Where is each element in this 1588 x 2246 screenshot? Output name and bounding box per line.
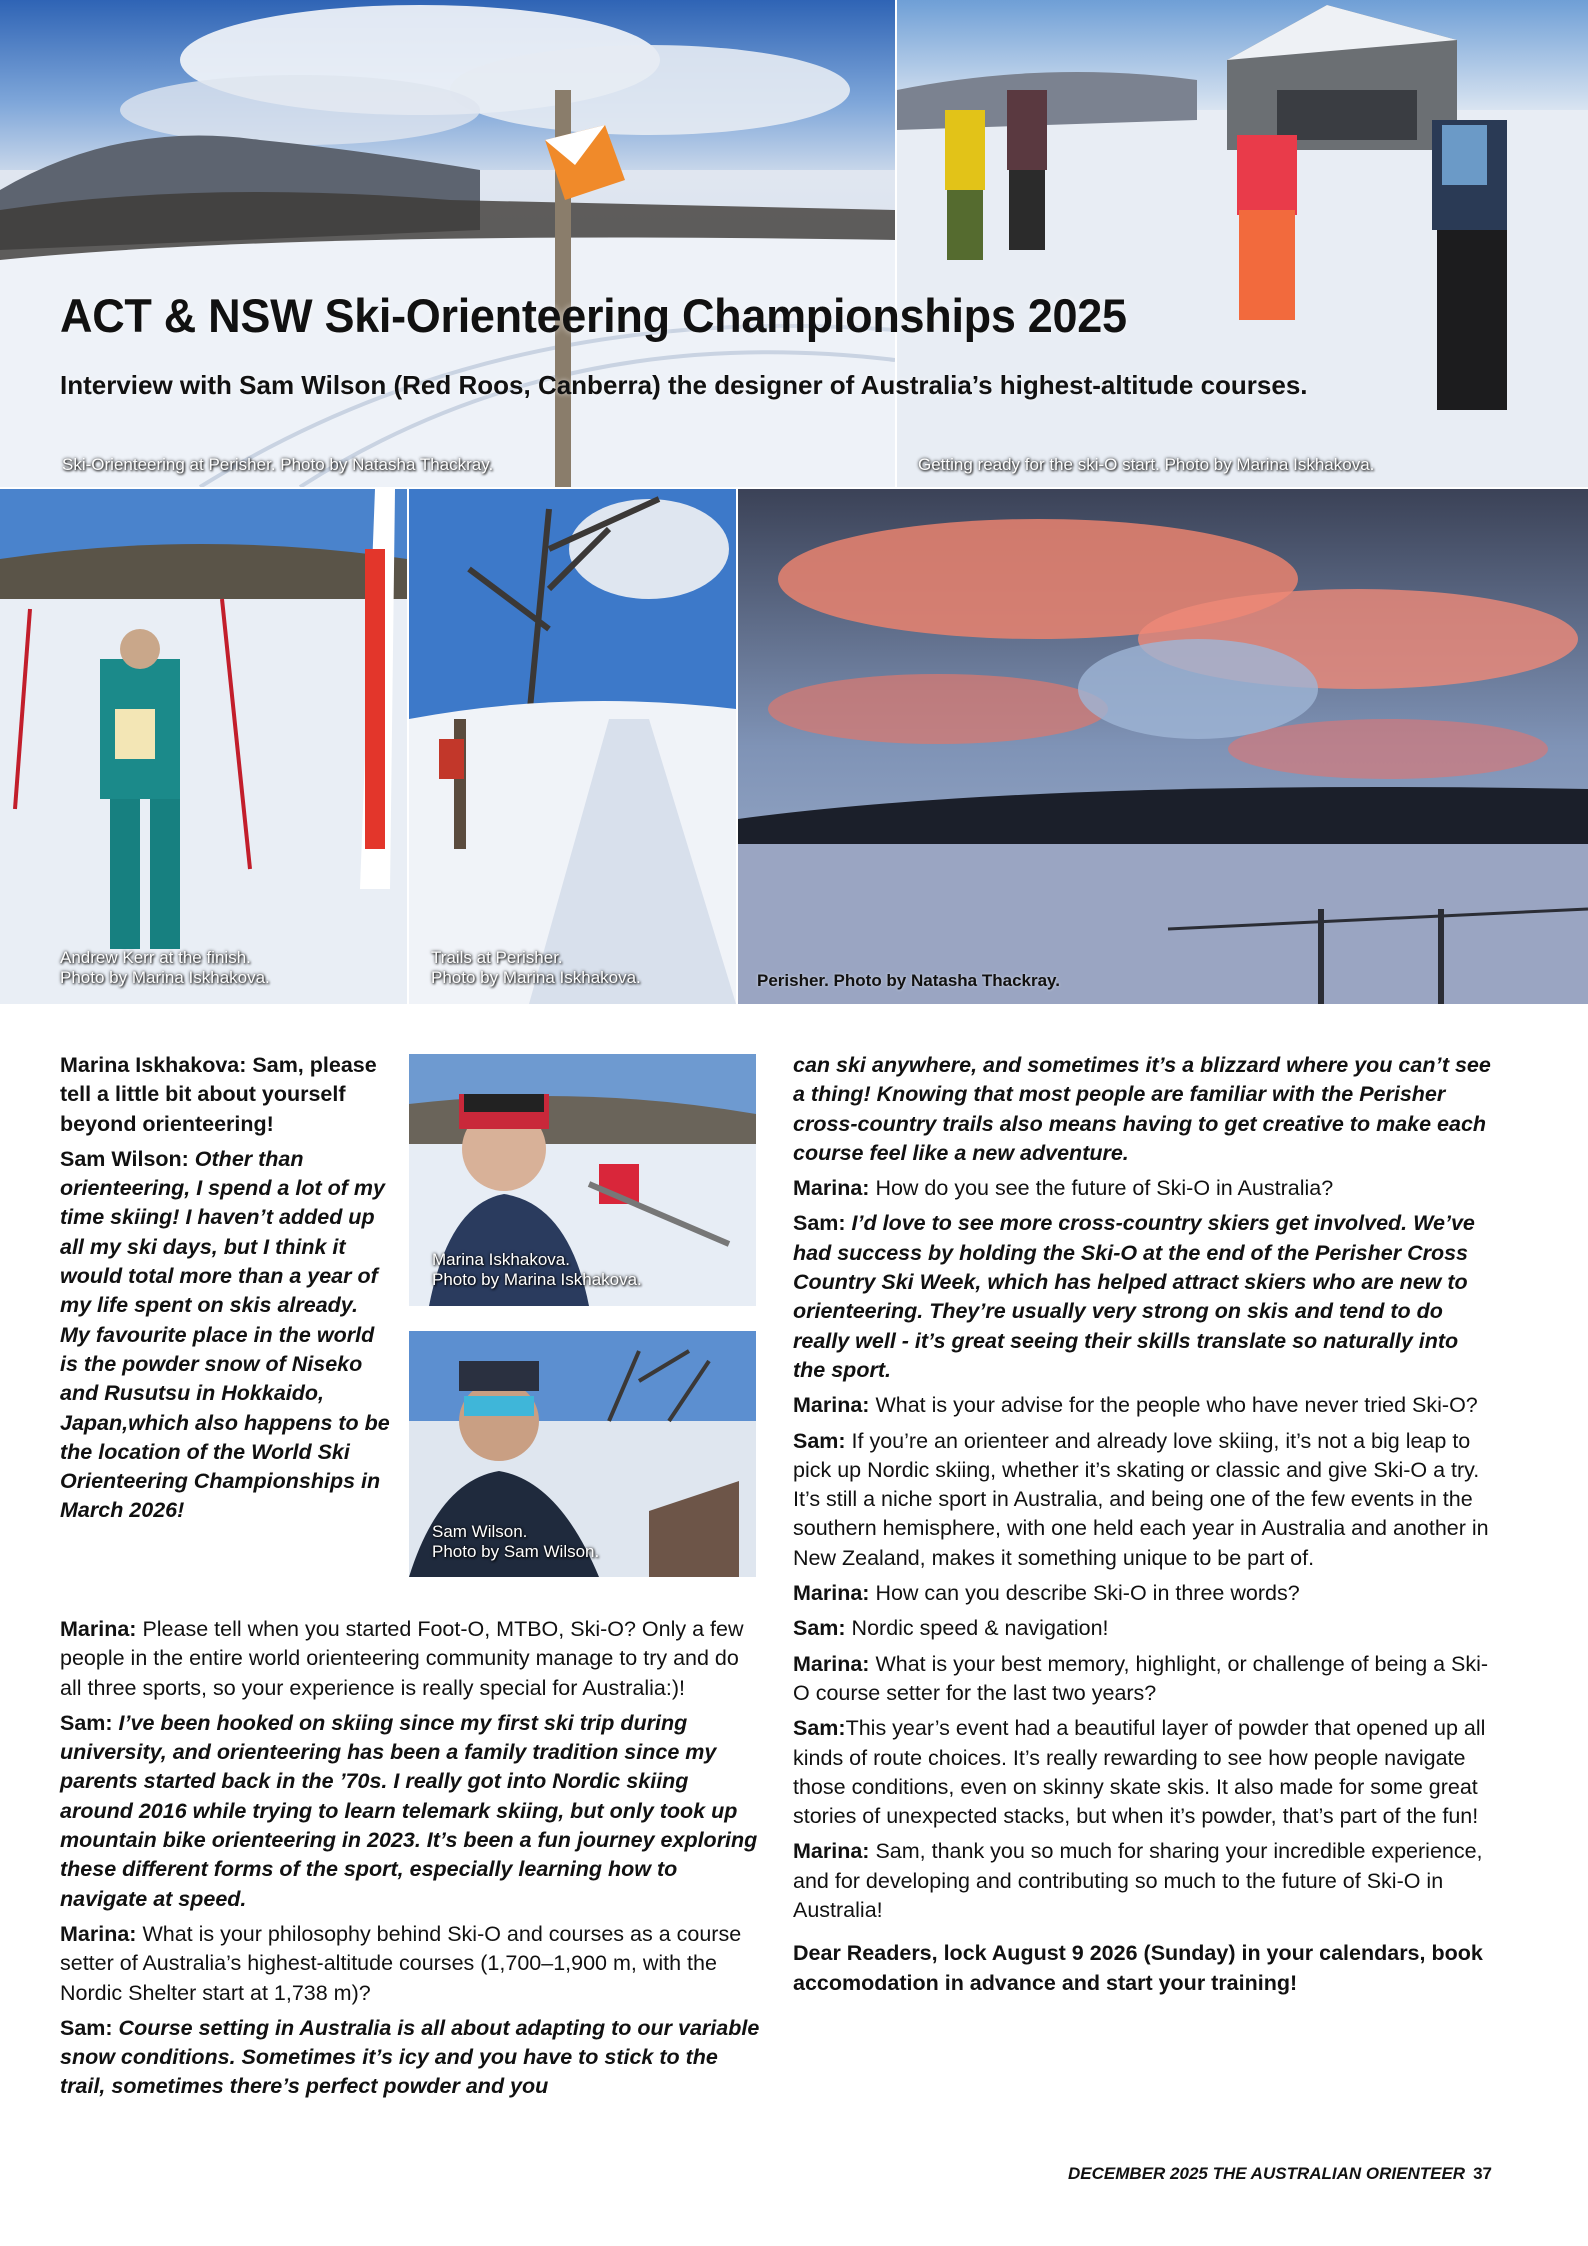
speaker-marina: Marina: bbox=[793, 1581, 870, 1606]
question-1-text: Sam, please tell a little bit about yourself beyond orienteering! bbox=[60, 1053, 377, 1136]
answer-5-text: If you’re an orienteer and already love skiing, it’s not a big leap to pick up Nordic skiing, whether it’s skating or classic and give Ski-O a try. It’s still a niche sport in Australia, and being one of the few events in the southern hemisphere, with one held each year in Australia and another in New Zealand, makes it something unique to be part of. bbox=[793, 1428, 1489, 1570]
photo-trails-perisher bbox=[409, 489, 736, 1004]
caption-sam-portrait bbox=[432, 1522, 599, 1562]
caption-mid-center-line-1: Trails at Perisher. bbox=[431, 948, 563, 967]
answer-7-text: This year’s event had a beautiful layer of powder that opened up all kinds of route choices. It’s really rewarding to see how people navigate those conditions, even on skinny skate skis. It also made for some great stories of unexpected stacks, but when it’s powder, that’s part of the fun! bbox=[793, 1716, 1486, 1829]
speaker-marina: Marina: bbox=[793, 1651, 870, 1676]
answer-2 bbox=[60, 1709, 760, 1914]
caption-sam-line-2: Photo by Sam Wilson. bbox=[432, 1542, 600, 1561]
question-3 bbox=[60, 1920, 760, 2008]
answer-4-text: I’d love to see more cross-country skiers get involved. We’ve had success by holding the Ski-O at the end of the Perisher Cross Country Ski Week, which has helped attract skiers who are new to orienteering. They’re usually very strong on skis and tend to do really well - it’s great seeing their skills translate so naturally into the sport. bbox=[793, 1211, 1475, 1382]
interview-column-left bbox=[60, 1615, 760, 2108]
question-6-text: How can you describe Ski-O in three words? bbox=[869, 1581, 1300, 1606]
question-7-text: What is your best memory, highlight, or challenge of being a Ski-O course setter for the last two years? bbox=[793, 1651, 1489, 1705]
question-1 bbox=[60, 1051, 390, 1139]
question-3-text: What is your philosophy behind Ski-O and courses as a course setter of Australia’s highest-altitude courses (1,700–1,900 m, with the Nordic Shelter start at 1,738 m)? bbox=[60, 1921, 742, 2005]
speaker-sam: Sam: bbox=[793, 1211, 846, 1236]
speaker-sam: Sam: bbox=[793, 1428, 846, 1453]
answer-1 bbox=[60, 1145, 390, 1526]
caption-marina-portrait bbox=[432, 1250, 642, 1290]
speaker-sam: Sam: bbox=[60, 1710, 113, 1735]
photo-ski-orienteering-perisher bbox=[0, 0, 895, 487]
answer-2-text: I’ve been hooked on skiing since my first ski trip during university, and orienteering has been a family tradition since my parents started back in the ’70s. I really got into Nordic skiing around 2016 while trying to learn telemark skiing, but only took up mountain bike orienteering in 2023. It’s been a fun journey exploring these different forms of the sport, especially learning how to navigate at speed. bbox=[60, 1710, 758, 1911]
caption-top-left: Ski-Orienteering at Perisher. Photo by Natasha Thackray. bbox=[62, 455, 494, 474]
speaker-marina: Marina Iskhakova: bbox=[60, 1053, 247, 1077]
caption-mid-left-line-1: Andrew Kerr at the finish. bbox=[60, 948, 251, 967]
speaker-marina: Marina: bbox=[60, 1921, 137, 1946]
photo-ski-o-start bbox=[897, 0, 1588, 487]
answer-4 bbox=[793, 1209, 1493, 1385]
interview-column-left-narrow bbox=[60, 1051, 390, 1532]
question-7 bbox=[793, 1650, 1493, 1709]
photo-perisher-sunset bbox=[738, 489, 1588, 1004]
answer-3-text-left: Course setting in Australia is all about adapting to our variable snow conditions. Sometimes it’s icy and you have to stick to the trail, sometimes there’s perfect powder and you bbox=[60, 2015, 760, 2099]
speaker-sam: Sam: bbox=[60, 2015, 113, 2040]
caption-top-right: Getting ready for the ski-O start. Photo by Marina Iskhakova. bbox=[918, 455, 1375, 474]
question-5 bbox=[793, 1391, 1493, 1420]
answer-3-part-2 bbox=[793, 1051, 1493, 1168]
speaker-sam: Sam Wilson: bbox=[60, 1146, 189, 1171]
answer-5 bbox=[793, 1427, 1493, 1573]
speaker-marina: Marina: bbox=[793, 1176, 870, 1201]
answer-3-part-1 bbox=[60, 2014, 760, 2102]
question-2 bbox=[60, 1615, 760, 1703]
speaker-sam: Sam: bbox=[793, 1716, 846, 1741]
speaker-marina: Marina: bbox=[793, 1839, 870, 1864]
page-subtitle: Interview with Sam Wilson (Red Roos, Canberra) the designer of Australia’s highest-altitude courses. bbox=[60, 370, 1308, 400]
question-6 bbox=[793, 1579, 1493, 1608]
answer-6 bbox=[793, 1614, 1493, 1643]
photo-andrew-kerr-finish bbox=[0, 489, 407, 1004]
interview-column-right bbox=[793, 1051, 1493, 2004]
speaker-marina: Marina: bbox=[793, 1393, 870, 1418]
question-2-text: Please tell when you started Foot-O, MTBO, Ski-O? Only a few people in the entire world orienteering community manage to try and do all three sports, so your experience is really special for Australia:)! bbox=[60, 1617, 744, 1700]
question-8 bbox=[793, 1837, 1493, 1925]
speaker-sam: Sam: bbox=[793, 1616, 846, 1641]
caption-marina-line-1: Marina Iskhakova. bbox=[432, 1250, 570, 1269]
page-title: ACT & NSW Ski-Orienteering Championships 2025 bbox=[60, 288, 1127, 343]
question-5-text: What is your advise for the people who have never tried Ski-O? bbox=[869, 1393, 1478, 1418]
speaker-marina: Marina: bbox=[60, 1617, 137, 1641]
question-4 bbox=[793, 1174, 1493, 1203]
page-footer bbox=[1068, 2164, 1492, 2184]
caption-mid-center-line-2: Photo by Marina Iskhakova. bbox=[431, 968, 641, 987]
answer-7 bbox=[793, 1714, 1493, 1831]
caption-mid-center bbox=[431, 948, 641, 988]
answer-3-text-right: can ski anywhere, and sometimes it’s a blizzard where you can’t see a thing! Knowing that most people are familiar with the Perisher cross-country trails also means having to get creative to make each course feel like a new adventure. bbox=[793, 1053, 1491, 1165]
issue-label: DECEMBER 2025 THE AUSTRALIAN ORIENTEER bbox=[1068, 2164, 1466, 2183]
caption-mid-left-line-2: Photo by Marina Iskhakova. bbox=[60, 968, 270, 987]
caption-mid-right: Perisher. Photo by Natasha Thackray. bbox=[757, 971, 1060, 990]
page-number: 37 bbox=[1473, 2164, 1492, 2183]
closing-note: Dear Readers, lock August 9 2026 (Sunday) in your calendars, book accomodation in advance and start your training! bbox=[793, 1941, 1483, 1995]
question-4-text: How do you see the future of Ski-O in Australia? bbox=[869, 1176, 1334, 1201]
caption-marina-line-2: Photo by Marina Iskhakova. bbox=[432, 1270, 642, 1289]
answer-1-text: Other than orienteering, I spend a lot of my time skiing! I haven’t added up all my ski days, but I think it would total more than a year of my life spent on skis already. My favourite place in the world is the powder snow of Niseko and Rusutsu in Hokkaido, Japan,which also happens to be the location of the World Ski Orienteering Championships in March 2026! bbox=[60, 1146, 390, 1523]
caption-mid-left bbox=[60, 948, 270, 988]
question-8-text: Sam, thank you so much for sharing your incredible experience, and for developing and contributing so much to the future of Ski-O in Australia! bbox=[793, 1839, 1483, 1923]
caption-sam-line-1: Sam Wilson. bbox=[432, 1522, 528, 1541]
answer-6-text: Nordic speed & navigation! bbox=[845, 1616, 1109, 1641]
